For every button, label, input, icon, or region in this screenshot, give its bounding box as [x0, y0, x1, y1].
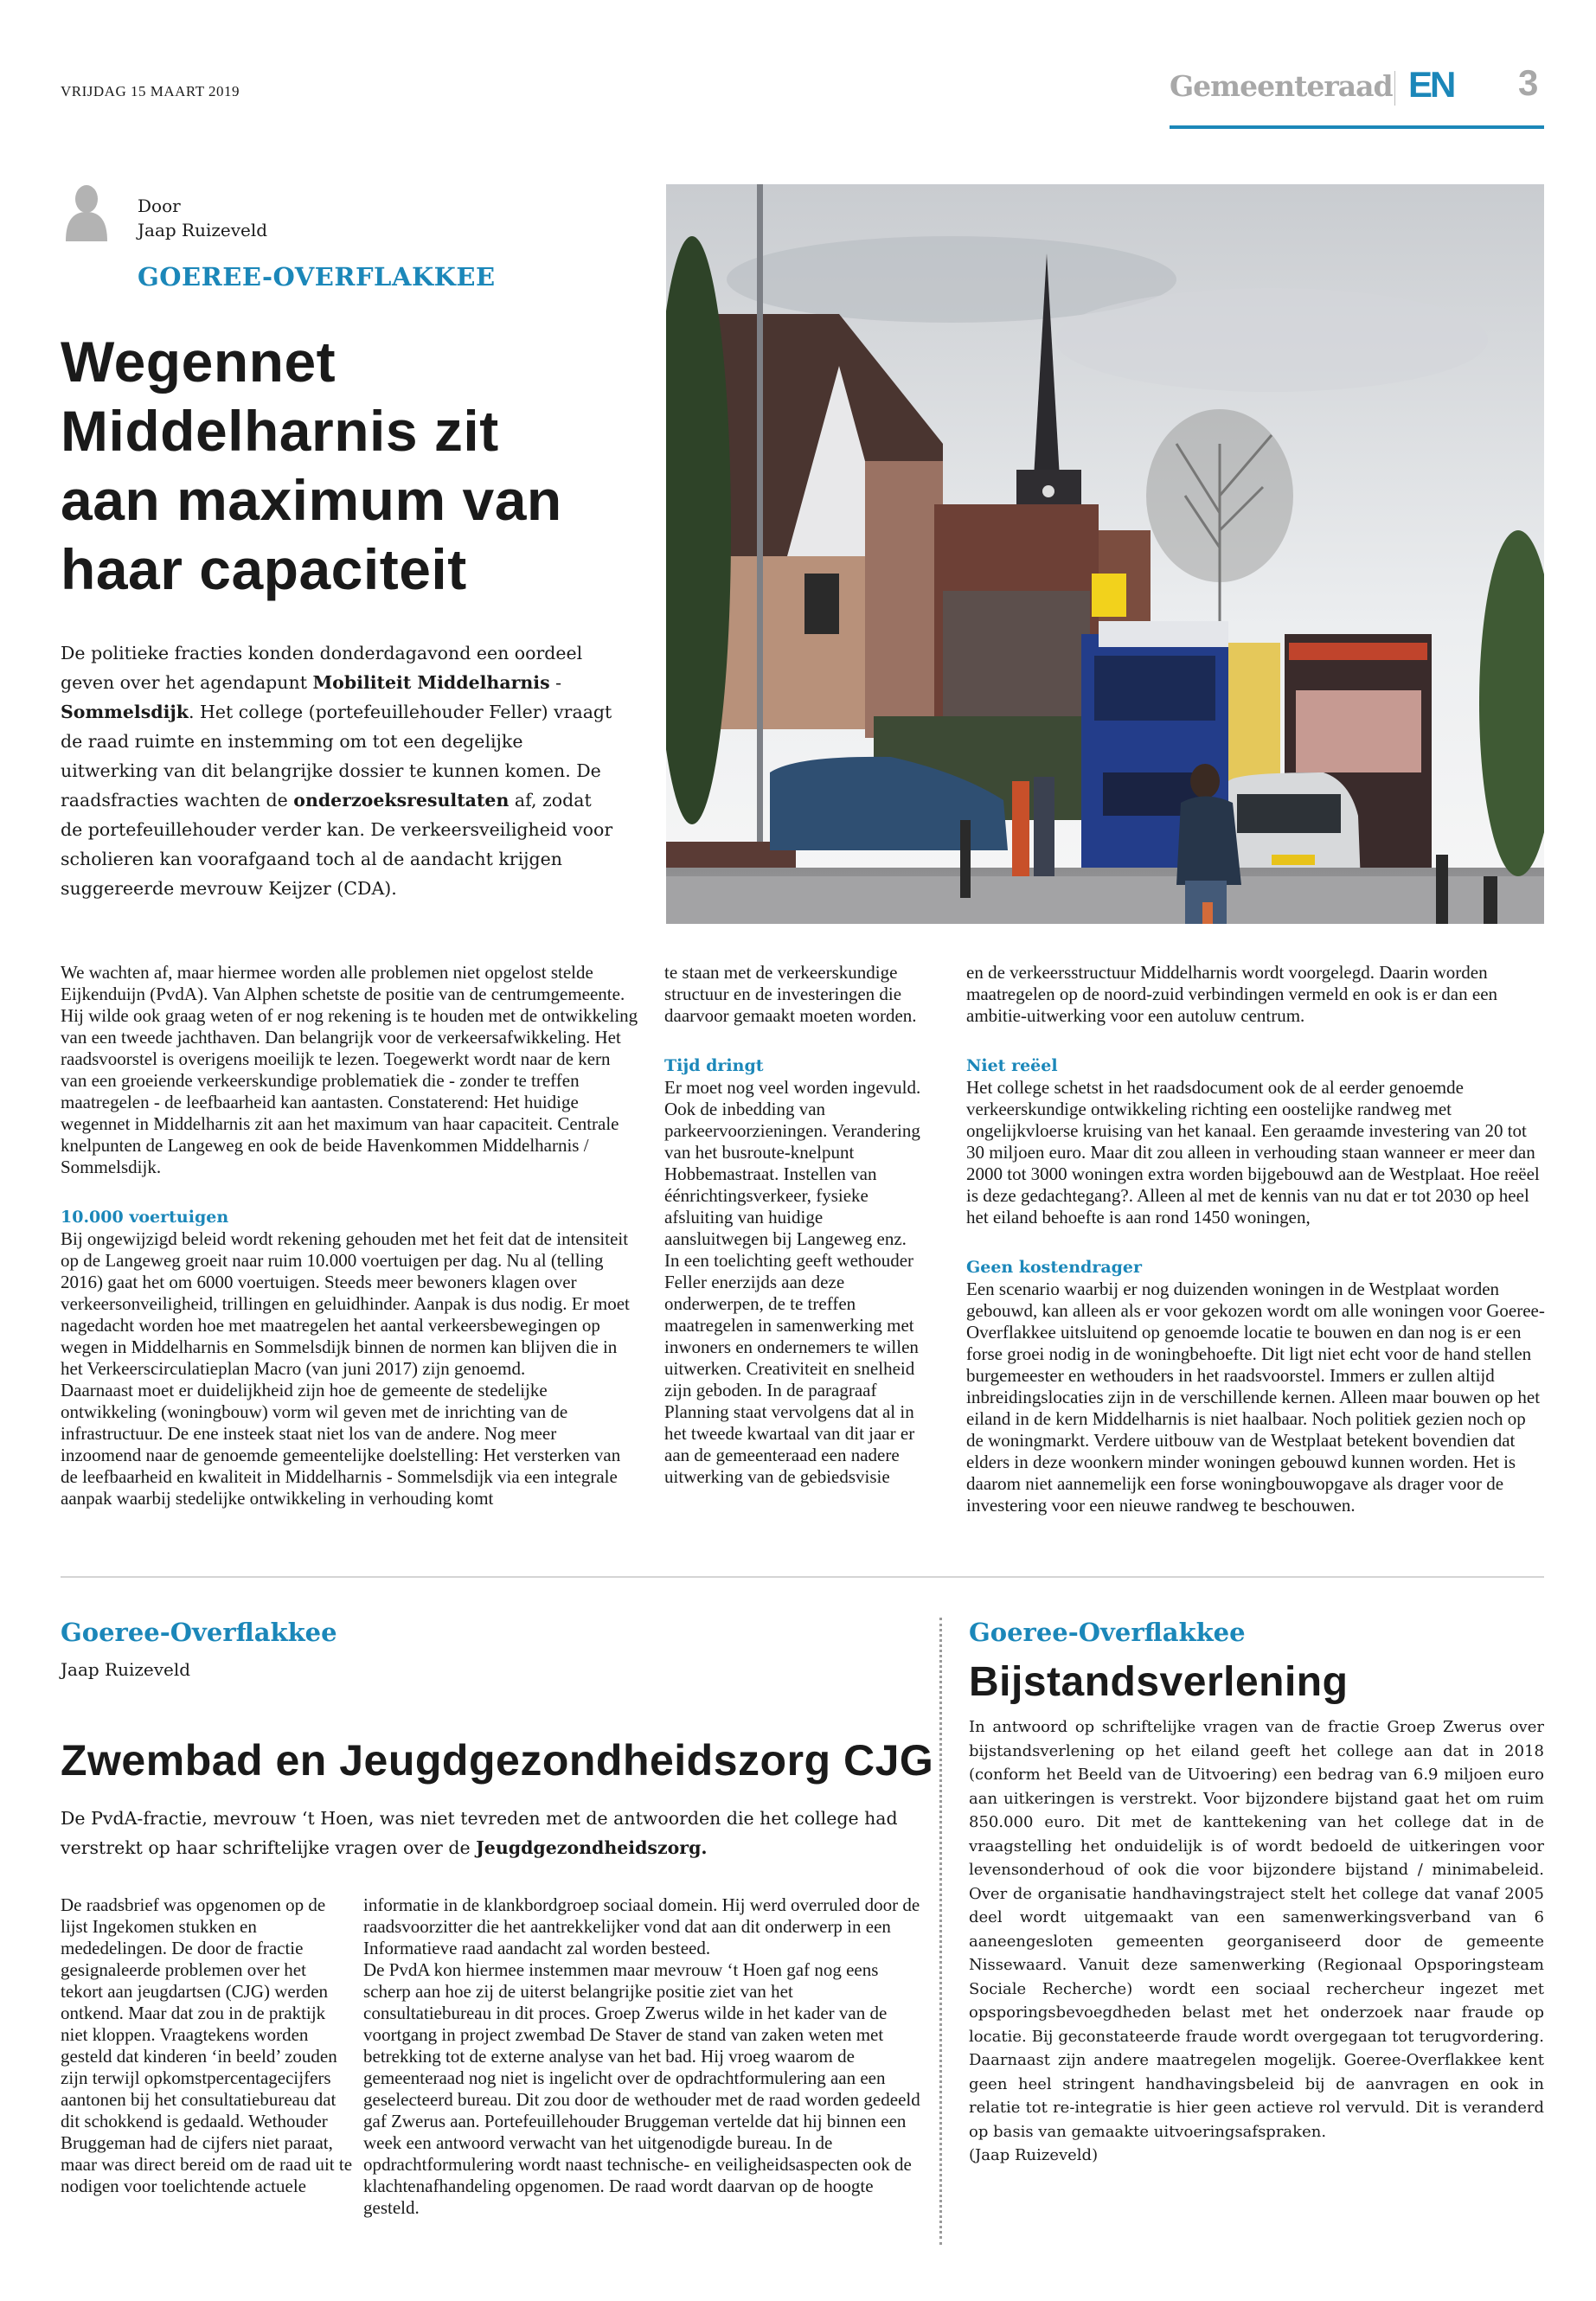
article-column-2	[363, 1894, 926, 2219]
paragraph: en de verkeersstructuur Middelharnis wordt voorgelegd. Daarin worden maatregelen op de noord-zuid verbindingen vermeld en ook is er dan een ambitie-uitwerking voor een autoluw centrum.	[966, 962, 1498, 1026]
paragraph: We wachten af, maar hiermee worden alle problemen niet opgelost stelde Eijkenduijn (PvdA). Van Alphen schetste de positie van de centrumgemeente. Hij wilde ook graag weten of er nog rekening is te houden met de ontwikkeling van een tweede jachthaven. Dan belangrijk voor de verkeersafwikkeling. Het raadsvoorstel is overigens moeilijk te lezen. Toegewerkt wordt naar de kern van een groeiende verkeerskundige problematiek die - zonder te treffen maatregelen - de leefbaarheid kan aantasten. Constaterend: Het huidige wegennet in Middelharnis zit aan het maximum van haar capaciteit. Centrale knelpunten de Langeweg en ook de beide Havenkommen Middelharnis / Sommelsdijk.	[61, 962, 638, 1177]
article-region: Goeree-Overflakkee	[969, 1618, 1246, 1647]
paragraph: Bij ongewijzigd beleid wordt rekening gehouden met het feit dat de intensiteit op de Langeweg groeit naar ruim 10.000 voertuigen per dag. Nu al (telling 2016) gaat het om 6000 voertuigen. Steeds meer bewoners klagen over verkeersonveiligheid, trillingen en geluidhinder. Aanpak is dus nodig. Er moet nagedacht worden hoe met maatregelen het aantal verkeersbewegingen op wegen in Middelharnis en Sommelsdijk binnen de normen kan blijven die in het Verkeerscirculatieplan Macro (van juni 2017) zijn genoemd.	[61, 1228, 630, 1379]
article-column-1	[61, 1894, 353, 2197]
paragraph: In antwoord op schriftelijke vragen van de fractie Groep Zwerus over bijstandsverlening op het eiland geeft het college aan dat in 2018 (conform het Beeld van de Uitvoering) een bedrag van 6.9 miljoen euro aan uitkeringen is verstrekt. Voor bijzondere bijstand gaat het om ruim 850.000 euro. Dit met de kanttekening van het college dat in de vraagstelling het onduidelijk is of wordt bedoeld de uitkeringen voor levensonderhoud of ook die voor bijzondere bijstand / minimabeleid. Over de organisatie handhavingstraject stelt het college dat vanaf 2005 deel wordt uitgemaakt van een samenwerkingsverband van 6 aaneengesloten gemeenten georganiseerd door de gemeente Nissewaard. Vanuit deze samenwerking (Regionaal Opsporingsteam Sociale Recherche) wordt een sociaal rechercheur ingezet met opsporingsbevoegdheden belast met het onderzoek naar fraude op locatie. Bij geconstateerde fraude wordt overgegaan tot terugvordering. Daarnaast zijn andere maatregelen mogelijk. Goeree-Overflakkee kent geen heel stringent handhavingsbeleid bij de aanvragen en ook in relatie tot re-integratie is hier geen actieve rol vervuld. Dit is veranderd op basis van gemaakte uitvoeringsafspraken.	[969, 1718, 1544, 2141]
author-avatar-icon	[62, 184, 111, 241]
paragraph: informatie in de klankbordgroep sociaal domein. Hij werd overruled door de raadsvoorzitter die het aantrekkelijker vond dat aan dit onderwerp in een Informatieve raad aandacht zal worden besteed.	[363, 1894, 920, 1958]
section-divider	[61, 1576, 1544, 1578]
headline-line: aan maximum van	[61, 468, 562, 532]
headline-line: Middelharnis zit	[61, 399, 499, 463]
subheading: Niet reëel	[966, 1056, 1058, 1075]
header-rule	[1170, 125, 1544, 129]
paragraph: Daarnaast moet er duidelijkheid zijn hoe de gemeente de stedelijke ontwikkeling (woningbouw) vorm wil geven met de inrichting van de infrastructuur. De ene insteek staat niet los van de andere. Nog meer inzoomend naar de genoemde gemeentelijke doelstelling: Het versterken van de leefbaarheid en kwaliteit in Middelharnis - Sommelsdijk via een integrale aanpak waarbij stedelijke ontwikkeling in verhouding komt	[61, 1380, 621, 1509]
street-photo	[666, 184, 1544, 924]
article-intro	[61, 638, 614, 903]
intro-bold: onderzoeksresultaten	[293, 790, 510, 811]
article-body	[969, 1715, 1544, 2168]
intro-bold: Mobiliteit Middelharnis	[312, 672, 550, 693]
subheading: Tijd dringt	[664, 1056, 764, 1075]
page-number: 3	[1518, 62, 1539, 103]
paragraph: Een scenario waarbij er nog duizenden woningen in de Westplaat worden gebouwd, kan alleen als er voor gekozen wordt om alle woningen voor Goeree-Overflakkee uitsluitend op genoemde locatie te bouwen en dan nog is er een forse groei nodig in de woningbehoefte. Dit ligt niet echt voor de hand stellen burgemeester en wethouders in het raadsvoorstel. Immers er zullen altijd inbreidingslocaties zijn in de verschillende kernen. Alleen maar bouwen op het eiland in de kern Middelharnis is niet haalbaar. Noch politiek gezien noch op de woningmarkt. Verdere uitbouw van de Westplaat betekent bovendien dat elders in deze woonkern minder woningen gebouwd kunnen worden. Het is daarom niet aannemelijk een forse woningbouwopgave als drager voor de investering voor een nieuwe randweg te beschouwen.	[966, 1279, 1545, 1516]
byline-label: Door	[138, 195, 181, 216]
byline-author: Jaap Ruizeveld	[138, 220, 268, 240]
article-headline	[61, 327, 562, 604]
paragraph: De PvdA kon hiermee instemmen maar mevrouw ‘t Hoen gaf nog eens scherp aan hoe zij de uiterst belangrijke positie ziet van het consultatiebureau in dit proces. Groep Zwerus wilde in het kader van de voortgang in project zwembad De Staver de stand van zaken weten met betrekking tot de externe analyse van het bad. Hij vroeg waarom de gemeenteraad nog niet is ingelicht over de opdrachtformulering aan een geselecteerd bureau. Dit zou door de wethouder met de raad worden gedeeld gaf Zwerus aan. Portefeuillehouder Bruggeman vertelde dat hij binnen een week een antwoord verwacht van het uitgenodigde bureau. In de opdrachtformulering wordt naast technische- en veiligheidsaspecten ook de klachtenafhandeling opgenomen. De raad wordt daarvan op de hoogte gesteld.	[363, 1959, 920, 2218]
intro-text: . Het college (portefeuillehouder Feller) vraagt de raad ruimte en instemming om tot een degelijke uitwerking van dit belangrijke dossier te kunnen komen. De raadsfracties wachten de	[61, 702, 612, 811]
paragraph: Het college schetst in het raadsdocument ook de al eerder genoemde verkeerskundige ontwikkeling richting een oostelijke randweg met ongelijkvloerse kruising van het kanaal. Een geraamde investering van 20 tot 30 miljoen euro. Maar dit zou alleen in verhouding staan wanneer er meer dan 2000 tot 3000 woningen extra worden bijgebouwd aan de Westplaat. Hoe reëel is deze gedachtegang?. Alleen al met de kennis van nu dat er tot 2030 op heel het eiland behoefte is aan rond 1450 woningen,	[966, 1077, 1540, 1227]
column-divider	[939, 1618, 942, 2245]
paragraph: Er moet nog veel worden ingevuld. Ook de inbedding van parkeervoorzieningen. Verandering van het busroute-knelpunt Hobbemastraat. Instellen van éénrichtingsverkeer, fysieke afsluiting van huidige aansluitwegen bij Langeweg enz. In een toelichting geeft wethouder Feller enerzijds aan deze onderwerpen, de te treffen maatregelen in samenwerking met inwoners en ondernemers te willen uitwerken. Creativiteit en snelheid zijn geboden. In de paragraaf Planning staat vervolgens dat al in het tweede kwartaal van dit jaar er aan de gemeenteraad een nadere uitwerking van de gebiedsvisie	[664, 1077, 921, 1487]
subheading: Geen kostendrager	[966, 1258, 1143, 1277]
intro-bold: Jeugdgezondheidszorg.	[476, 1837, 708, 1858]
article-region: GOEREE-OVERFLAKKEE	[138, 262, 496, 292]
brand-logo: EN	[1408, 64, 1454, 105]
section-title: Gemeenteraad	[1170, 69, 1393, 103]
intro-text: -	[549, 672, 562, 693]
intro-bold: Sommelsdijk	[61, 702, 189, 722]
signature: (Jaap Ruizeveld)	[969, 2146, 1099, 2164]
article-headline: Zwembad en Jeugdgezondheidszorg CJG	[61, 1736, 934, 1785]
intro-text: af, zodat de portefeuillehouder verder kan. De verkeersveiligheid voor scholieren kan voorafgaand toch al de aandacht krijgen suggereerde mevrouw Keijzer (CDA).	[61, 790, 613, 899]
headline-line: Wegennet	[61, 330, 337, 394]
issue-date: VRIJDAG 15 MAART 2019	[61, 83, 240, 99]
article-column-3	[966, 962, 1546, 1516]
article-column-1	[61, 962, 638, 1509]
byline-author: Jaap Ruizeveld	[61, 1659, 191, 1680]
header-separator	[1394, 71, 1395, 106]
article-region: Goeree-Overflakkee	[61, 1618, 337, 1647]
subheading: 10.000 voertuigen	[61, 1208, 229, 1227]
article-headline: Bijstandsverlening	[969, 1659, 1349, 1705]
paragraph: te staan met de verkeerskundige structuur en de investeringen die daarvoor gemaakt moeten worden.	[664, 962, 917, 1026]
paragraph: De raadsbrief was opgenomen op de lijst Ingekomen stukken en mededelingen. De door de fractie gesignaleerde problemen over het tekort aan jeugdartsen (CJG) werden ontkend. Maar dat zou in de praktijk niet kloppen. Vraagtekens worden gesteld dat kinderen ‘in beeld’ zouden zijn terwijl opkomstpercentagecijfers aantonen bij het consultatiebureau dat dit schokkend is gedaald. Wethouder Bruggeman had de cijfers niet paraat, maar was direct bereid om de raad uit te nodigen voor toelichtende actuele	[61, 1894, 353, 2196]
intro-text: De PvdA-fractie, mevrouw ‘t Hoen, was niet tevreden met de antwoorden die het college had verstrekt op haar schriftelijke vragen over de	[61, 1808, 898, 1858]
headline-line: haar capaciteit	[61, 537, 467, 601]
article-column-2	[664, 962, 926, 1488]
intro-text: De politieke fracties konden donderdagavond een oordeel geven over het agendapunt	[61, 643, 583, 693]
article-intro	[61, 1804, 926, 1862]
